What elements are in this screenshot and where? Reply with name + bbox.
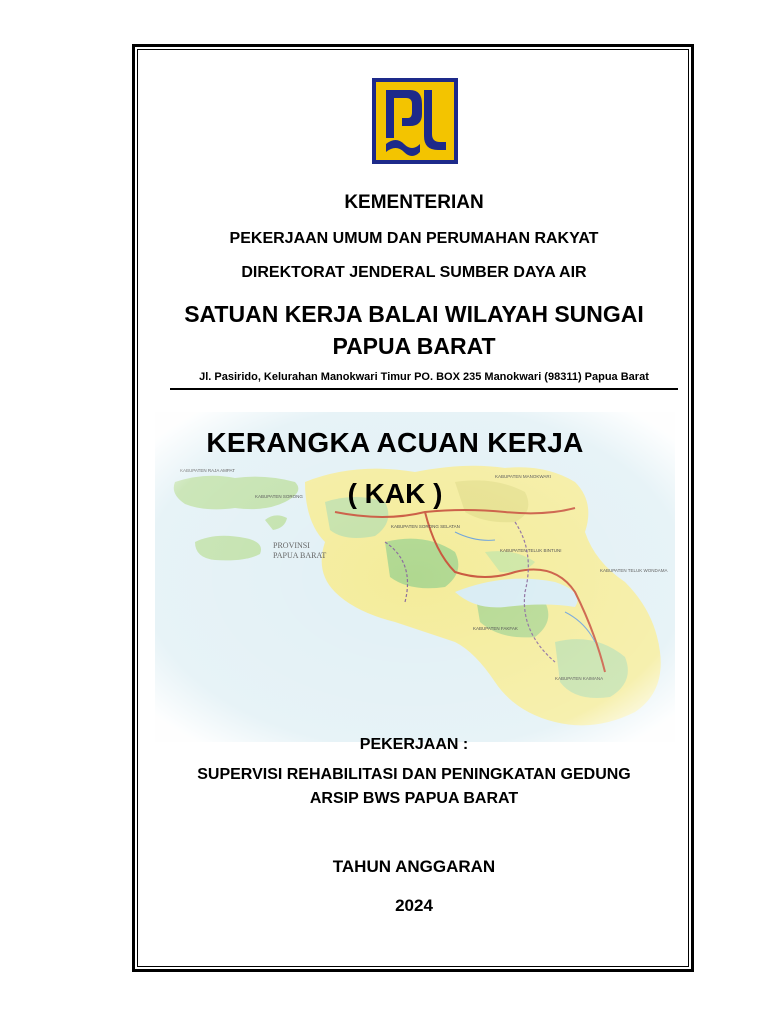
- directorate-name: DIREKTORAT JENDERAL SUMBER DAYA AIR: [241, 264, 587, 281]
- work-name-line-2: ARSIP BWS PAPUA BARAT: [309, 790, 519, 807]
- budget-year-label: TAHUN ANGGARAN: [332, 857, 496, 876]
- unit-name-line-2: PAPUA BARAT: [332, 333, 496, 359]
- unit-name-line-1: SATUAN KERJA BALAI WILAYAH SUNGAI: [184, 301, 644, 327]
- ministry-label: KEMENTERIAN: [344, 192, 484, 213]
- papua-barat-map: [155, 412, 675, 742]
- pupr-logo: [372, 78, 458, 164]
- budget-year: 2024: [395, 896, 433, 915]
- ministry-full-name: PEKERJAAN UMUM DAN PERUMAHAN RAKYAT: [229, 230, 599, 247]
- work-label: PEKERJAAN :: [359, 736, 469, 753]
- document-title-abbr: ( KAK ): [347, 478, 443, 509]
- address-divider: [170, 388, 678, 390]
- document-title: KERANGKA ACUAN KERJA: [206, 427, 584, 458]
- work-name-line-1: SUPERVISI REHABILITASI DAN PENINGKATAN GEDUNG: [197, 766, 631, 783]
- office-address: Jl. Pasirido, Kelurahan Manokwari Timur PO. BOX 235 Manokwari (98311) Papua Barat: [199, 371, 649, 383]
